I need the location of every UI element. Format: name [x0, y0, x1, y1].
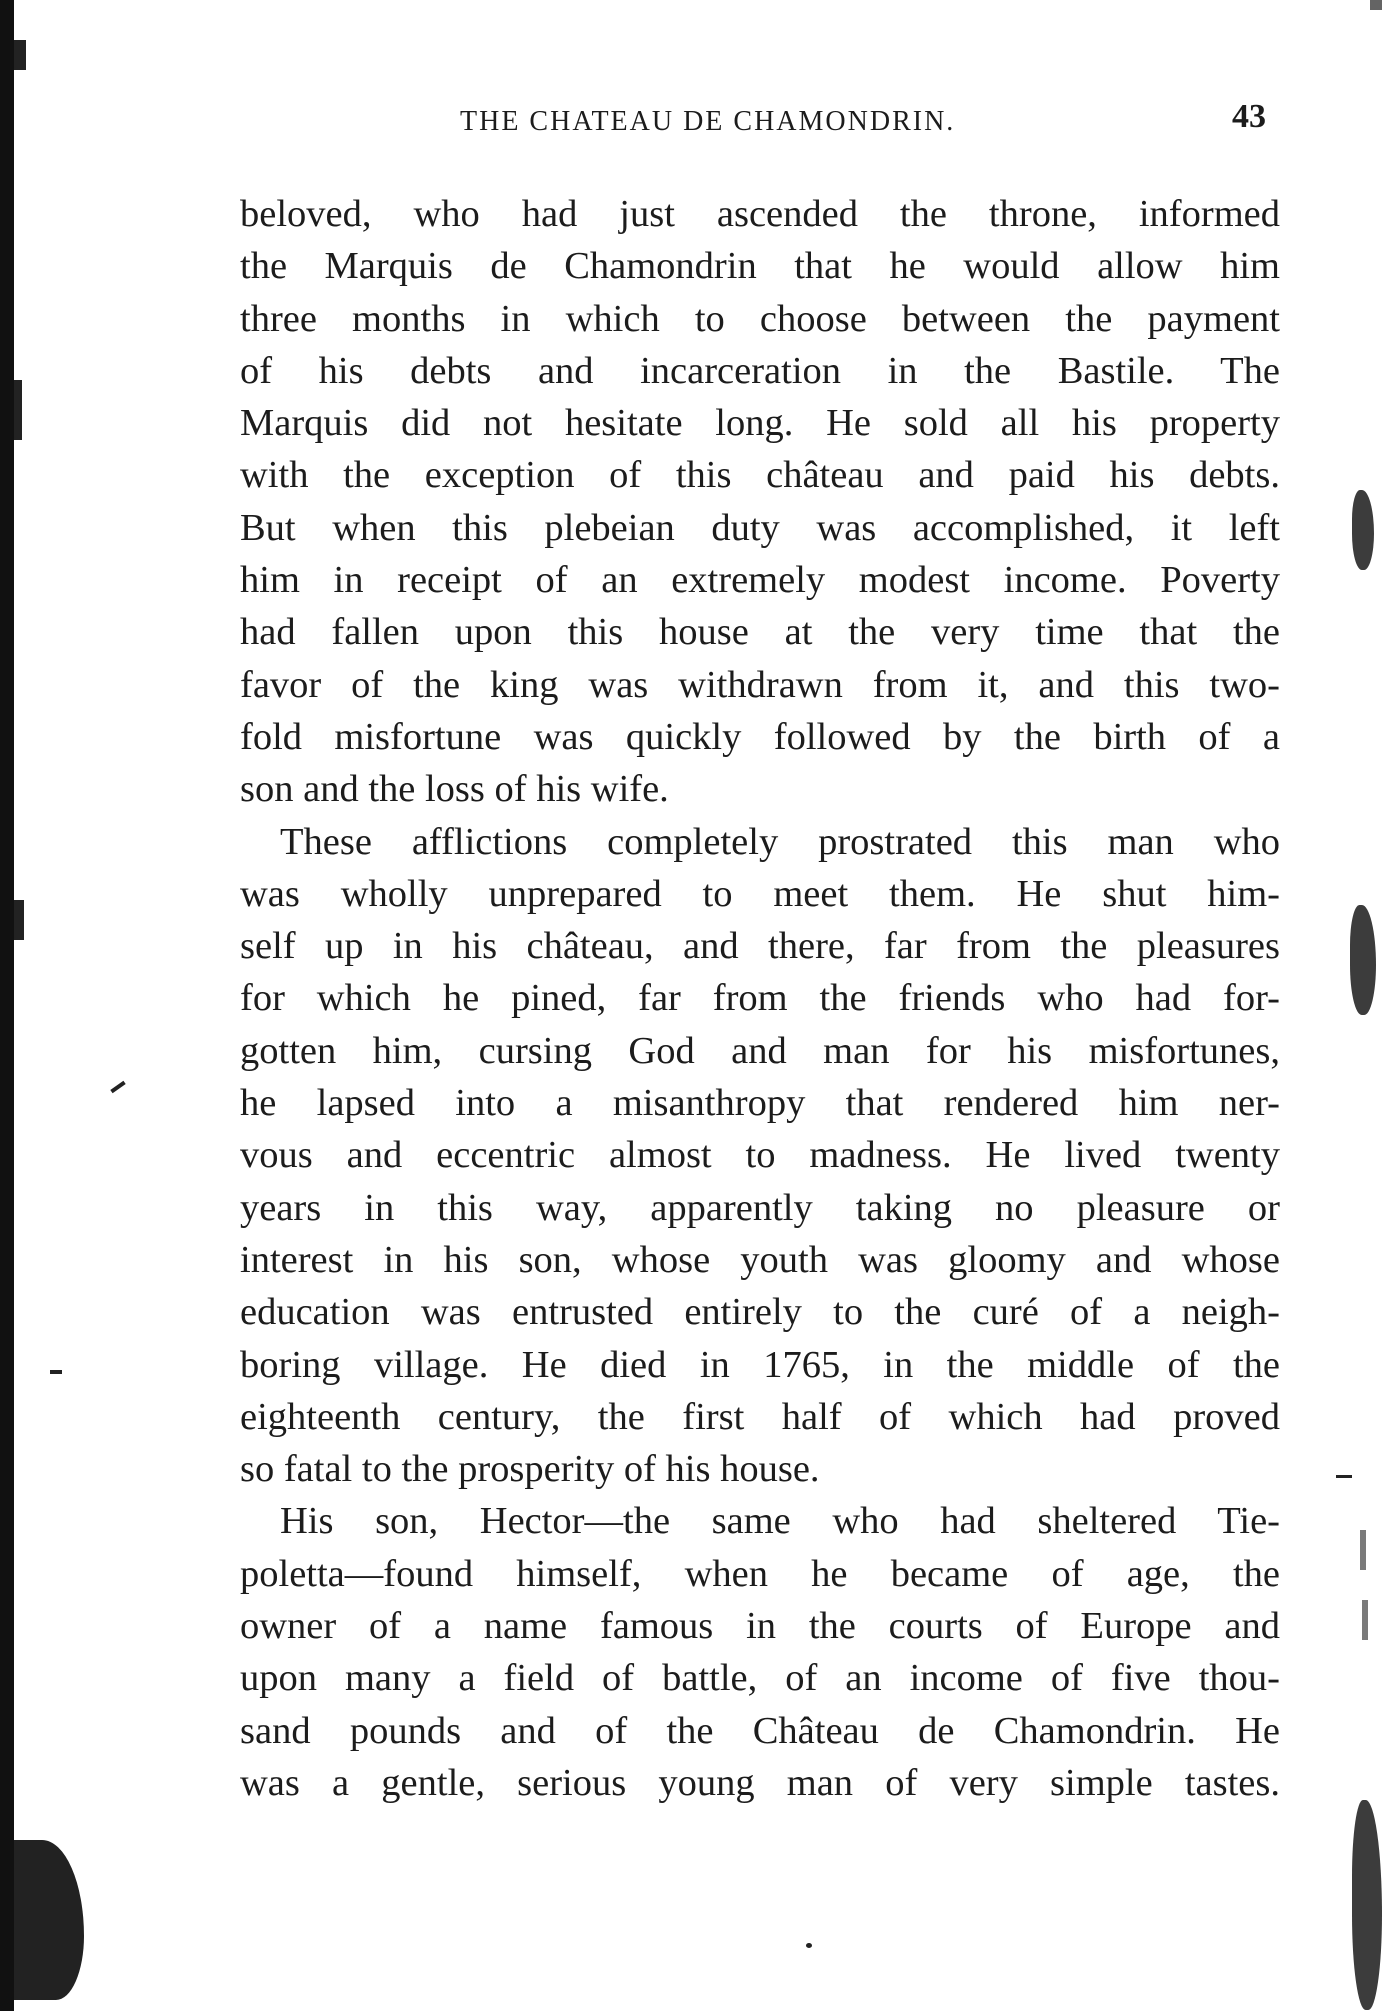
scan-speck	[110, 1081, 125, 1093]
scan-smudge	[1350, 905, 1376, 1015]
text-line: gotten him, cursing God and man for his misfortunes,	[240, 1029, 1280, 1072]
text-line: of his debts and incarceration in the Bastile. The	[240, 349, 1280, 392]
text-line: owner of a name famous in the courts of Europe and	[240, 1605, 1280, 1648]
text-line: eighteenth century, the first half of which had proved	[240, 1395, 1280, 1438]
text-line: boring village. He died in 1765, in the middle of the	[240, 1343, 1280, 1386]
text-line: the Marquis de Chamondrin that he would allow him	[240, 245, 1280, 288]
scan-speck	[14, 40, 26, 70]
scan-smudge	[1352, 1800, 1382, 2010]
text-line: with the exception of this château and paid his debts.	[240, 454, 1280, 497]
scan-speck	[1360, 1530, 1366, 1570]
scan-speck	[14, 900, 24, 940]
running-title: THE CHATEAU DE CHAMONDRIN.	[460, 106, 956, 137]
scan-dot	[806, 1943, 812, 1948]
text-line: years in this way, apparently taking no pleasure or	[240, 1186, 1280, 1229]
text-line: him in receipt of an extremely modest income. Poverty	[240, 559, 1280, 602]
text-line: These afflictions completely prostrated this man who	[280, 820, 1280, 863]
scan-speck	[1370, 0, 1382, 10]
text-line: favor of the king was withdrawn from it, and this two-	[240, 663, 1280, 706]
text-line: son and the loss of his wife.	[240, 768, 669, 811]
scan-left-edge	[0, 0, 14, 2011]
text-line: Marquis did not hesitate long. He sold all his property	[240, 402, 1280, 445]
body-text	[240, 188, 1280, 1809]
text-line: upon many a field of battle, of an income of five thou-	[240, 1657, 1280, 1700]
text-line: had fallen upon this house at the very time that the	[240, 611, 1280, 654]
text-line: for which he pined, far from the friends who had for-	[240, 977, 1280, 1020]
text-line: interest in his son, whose youth was gloomy and whose	[240, 1238, 1280, 1281]
text-line: was wholly unprepared to meet them. He shut him-	[240, 872, 1280, 915]
running-head	[240, 98, 1280, 148]
text-line: vous and eccentric almost to madness. He lived twenty	[240, 1134, 1280, 1177]
text-line: beloved, who had just ascended the throne, informed	[240, 193, 1280, 235]
text-line: so fatal to the prosperity of his house.	[240, 1448, 820, 1491]
text-line: poletta—found himself, when he became of age, the	[240, 1552, 1280, 1595]
scan-smudge	[1352, 490, 1374, 570]
text-line: fold misfortune was quickly followed by the birth of a	[240, 715, 1280, 758]
text-line: was a gentle, serious young man of very simple tastes.	[240, 1761, 1280, 1804]
scan-speck	[1362, 1600, 1368, 1640]
text-line: His son, Hector—the same who had sheltered Tie-	[280, 1500, 1280, 1543]
scan-speck	[1336, 1475, 1352, 1478]
scan-speck	[14, 380, 22, 440]
scan-speck	[14, 1840, 84, 2000]
text-line: education was entrusted entirely to the curé of a neigh-	[240, 1291, 1280, 1334]
page-number: 43	[1232, 98, 1266, 135]
text-line: But when this plebeian duty was accomplished, it left	[240, 506, 1280, 549]
text-line: he lapsed into a misanthropy that rendered him ner-	[240, 1082, 1280, 1125]
text-line: three months in which to choose between the payment	[240, 297, 1280, 340]
scan-speck	[50, 1370, 62, 1374]
text-line: sand pounds and of the Château de Chamondrin. He	[240, 1709, 1280, 1752]
text-line: self up in his château, and there, far from the pleasures	[240, 925, 1280, 968]
